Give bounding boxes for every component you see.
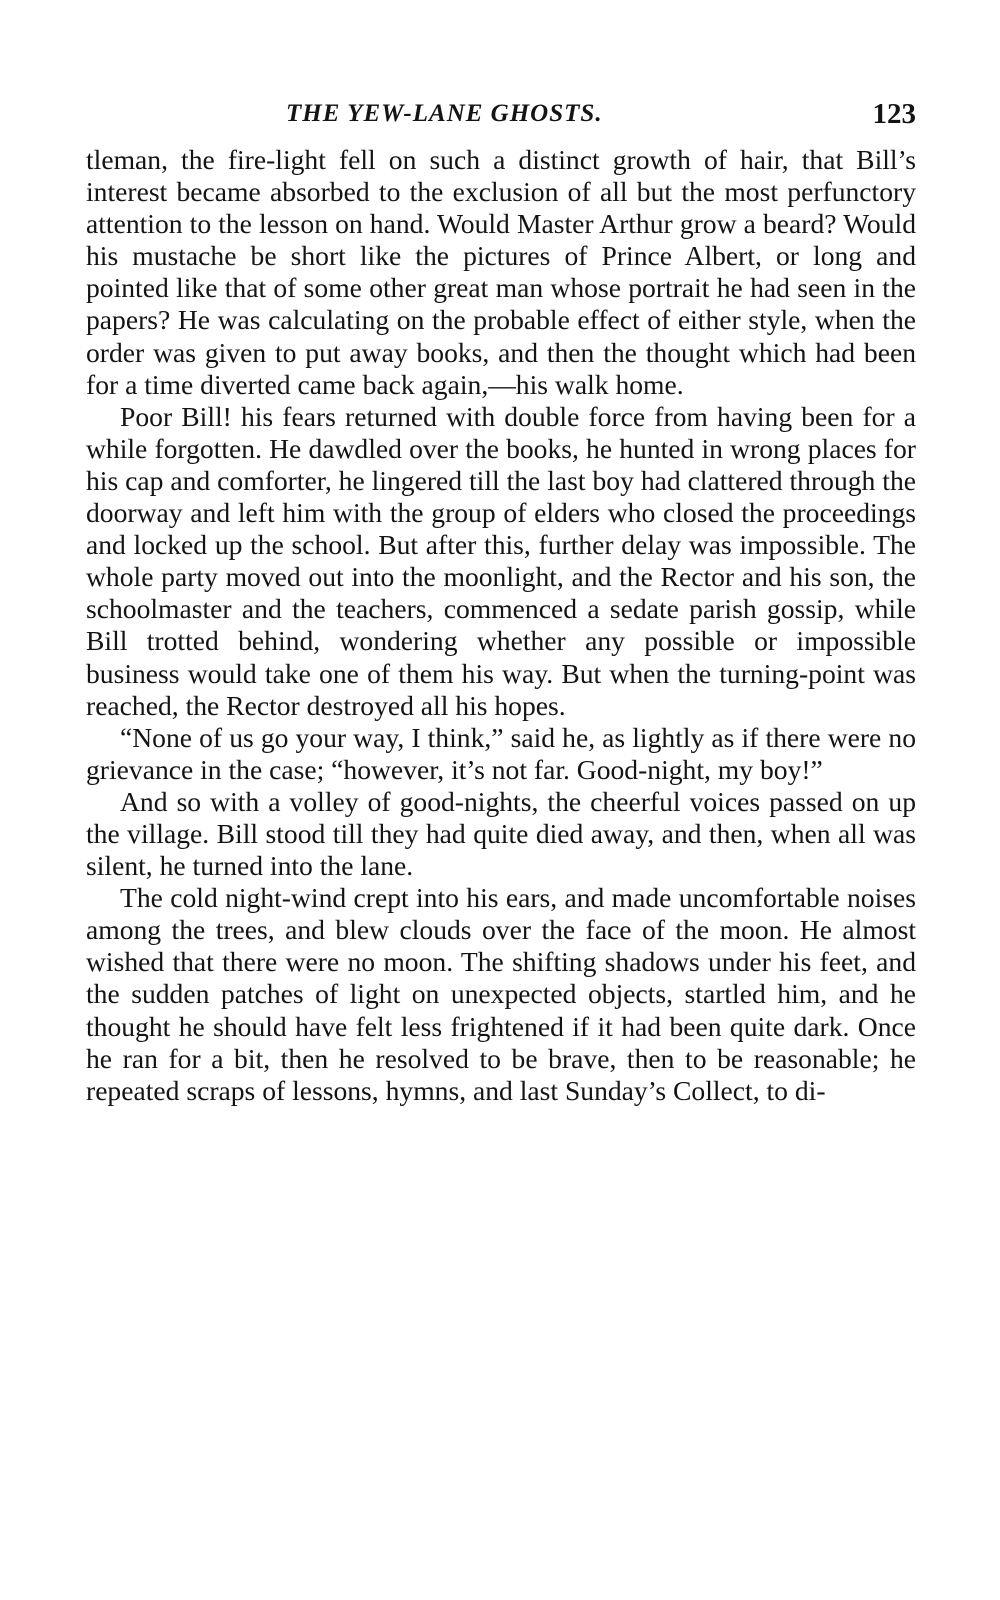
page-header: [86, 100, 916, 144]
body-text: [86, 144, 916, 1107]
paragraph-2: Poor Bill! his fears returned with double force from having been for a while forgotten. He dawdled over the books, he hunted in wrong places for his cap and comforter, he lingered till the last boy had clattered through the doorway and left him with the group of elders who closed the proceedings and locked up the school. But after this, further delay was impossible. The whole party moved out into the moonlight, and the Rector and his son, the schoolmaster and the teachers, commenced a sedate parish gossip, while Bill trotted behind, wondering whether any possible or impossible business would take one of them his way. But when the turning-point was reached, the Rector destroyed all his hopes.: [86, 400, 916, 721]
running-head: THE YEW-LANE GHOSTS.: [286, 100, 603, 127]
book-page: [86, 100, 916, 1107]
page-number: 123: [872, 98, 916, 130]
paragraph-1: tleman, the fire-light fell on such a distinct growth of hair, that Bill’s interest became absorbed to the exclusion of all but the most perfunctory attention to the lesson on hand. Would Master Arthur grow a beard? Would his mustache be short like the pictures of Prince Albert, or long and pointed like that of some other great man whose portrait he had seen in the papers? He was calculating on the probable effect of either style, when the order was given to put away books, and then the thought which had been for a time diverted came back again,—his walk home.: [86, 144, 916, 400]
paragraph-5: The cold night-wind crept into his ears, and made uncomfortable noises among the trees, and blew clouds over the face of the moon. He almost wished that there were no moon. The shifting shadows under his feet, and the sudden patches of light on unexpected objects, startled him, and he thought he should have felt less frightened if it had been quite dark. Once he ran for a bit, then he resolved to be brave, then to be reasonable; he repeated scraps of lessons, hymns, and last Sunday’s Collect, to di-: [86, 882, 916, 1106]
paragraph-3: “None of us go your way, I think,” said he, as lightly as if there were no grievance in the case; “however, it’s not far. Good-night, my boy!”: [86, 721, 916, 785]
paragraph-4: And so with a volley of good-nights, the cheerful voices passed on up the village. Bill stood till they had quite died away, and then, when all was silent, he turned into the lane.: [86, 785, 916, 882]
